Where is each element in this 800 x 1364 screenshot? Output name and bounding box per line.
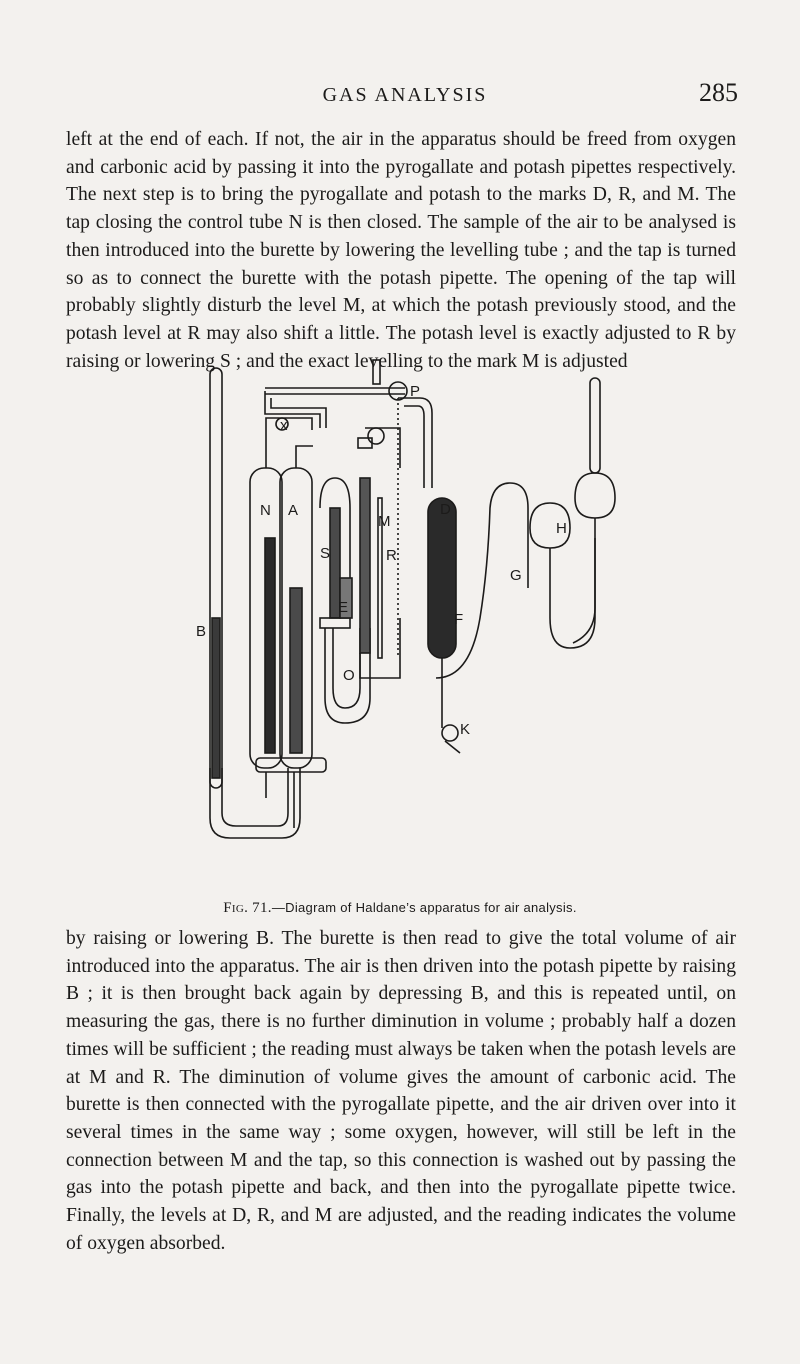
burette-bottom-tap: [256, 758, 326, 772]
label-r: R: [386, 547, 397, 564]
label-a: A: [288, 502, 299, 519]
potash-level-tube: [360, 478, 370, 653]
haldane-apparatus-diagram: [170, 358, 650, 858]
label-o: O: [343, 667, 355, 684]
body-paragraph-1: left at the end of each. If not, the air in the apparatus should be freed from oxygen and carbonic acid by passing it into the pyrogallate and potash pipettes respectively. The next step is to bring the pyrogallate and potash to the marks D, R, and M. The tap closing the control tube N is then closed. The sample of the air to be analysed is then introduced into the burette by lowering the levelling tube ; and the tap is turned so as to connect the burette with the potash pipette. The opening of the tap will probably slightly disturb the level M, at which the potash previously stood, and the potash level at R may also shift a little. The potash level is exactly adjusted to R by raising or lowering S ; and the exact levelling to the mark M is adjusted: [66, 129, 736, 372]
figure-caption-text: —Diagram of Haldane’s apparatus for air analysis.: [271, 900, 577, 915]
page-number: 285: [699, 78, 738, 107]
levelling-u-tube: [210, 768, 300, 838]
label-k: K: [460, 721, 471, 738]
pyrogallate-pipette-d: [428, 498, 456, 658]
label-d: D: [440, 501, 451, 518]
apparatus-drawing: [170, 358, 650, 858]
label-g: G: [510, 567, 522, 584]
tap-k: [442, 725, 458, 741]
figure-caption: [0, 900, 800, 917]
label-x: x: [280, 417, 288, 434]
label-s: S: [320, 545, 331, 562]
pyrogallate-connection: [398, 398, 432, 488]
body-paragraph-2: by raising or lowering B. The burette is then read to give the total volume of air introduced into the apparatus. The air is then driven into the potash pipette by raising B ; it is then brought back again by depressing B, and this is repeated until, on measuring the gas, there is no further diminution in volume ; probably half a dozen times will be sufficient ; the reading must always be taken when the potash levels are at M and R. The diminution of volume gives the amount of carbonic acid. The burette is then connected with the pyrogallate pipette, and the air driven over into it several times in the same way ; some oxygen, however, will still be left in the connection between M and the tap, so this connection is washed out by passing the gas into the potash pipette and back, and then into the pyrogallate pipette twice. Finally, the levels at D, R, and M are adjusted, and the reading indicates the volume of oxygen absorbed.: [66, 928, 736, 1254]
label-e: E: [338, 599, 349, 616]
label-f: F: [454, 611, 464, 628]
label-h: H: [556, 520, 567, 537]
burette-a-inner: [265, 538, 275, 753]
label-n: N: [260, 502, 271, 519]
tap-p-stem: [373, 360, 380, 384]
label-b: B: [196, 623, 207, 640]
page-header: [70, 78, 740, 112]
figure-label: Fig. 71.: [223, 900, 272, 916]
bulb-h: [575, 473, 615, 518]
label-p: P: [410, 383, 421, 400]
running-head: GAS ANALYSIS: [322, 84, 488, 106]
label-m: M: [378, 513, 391, 530]
